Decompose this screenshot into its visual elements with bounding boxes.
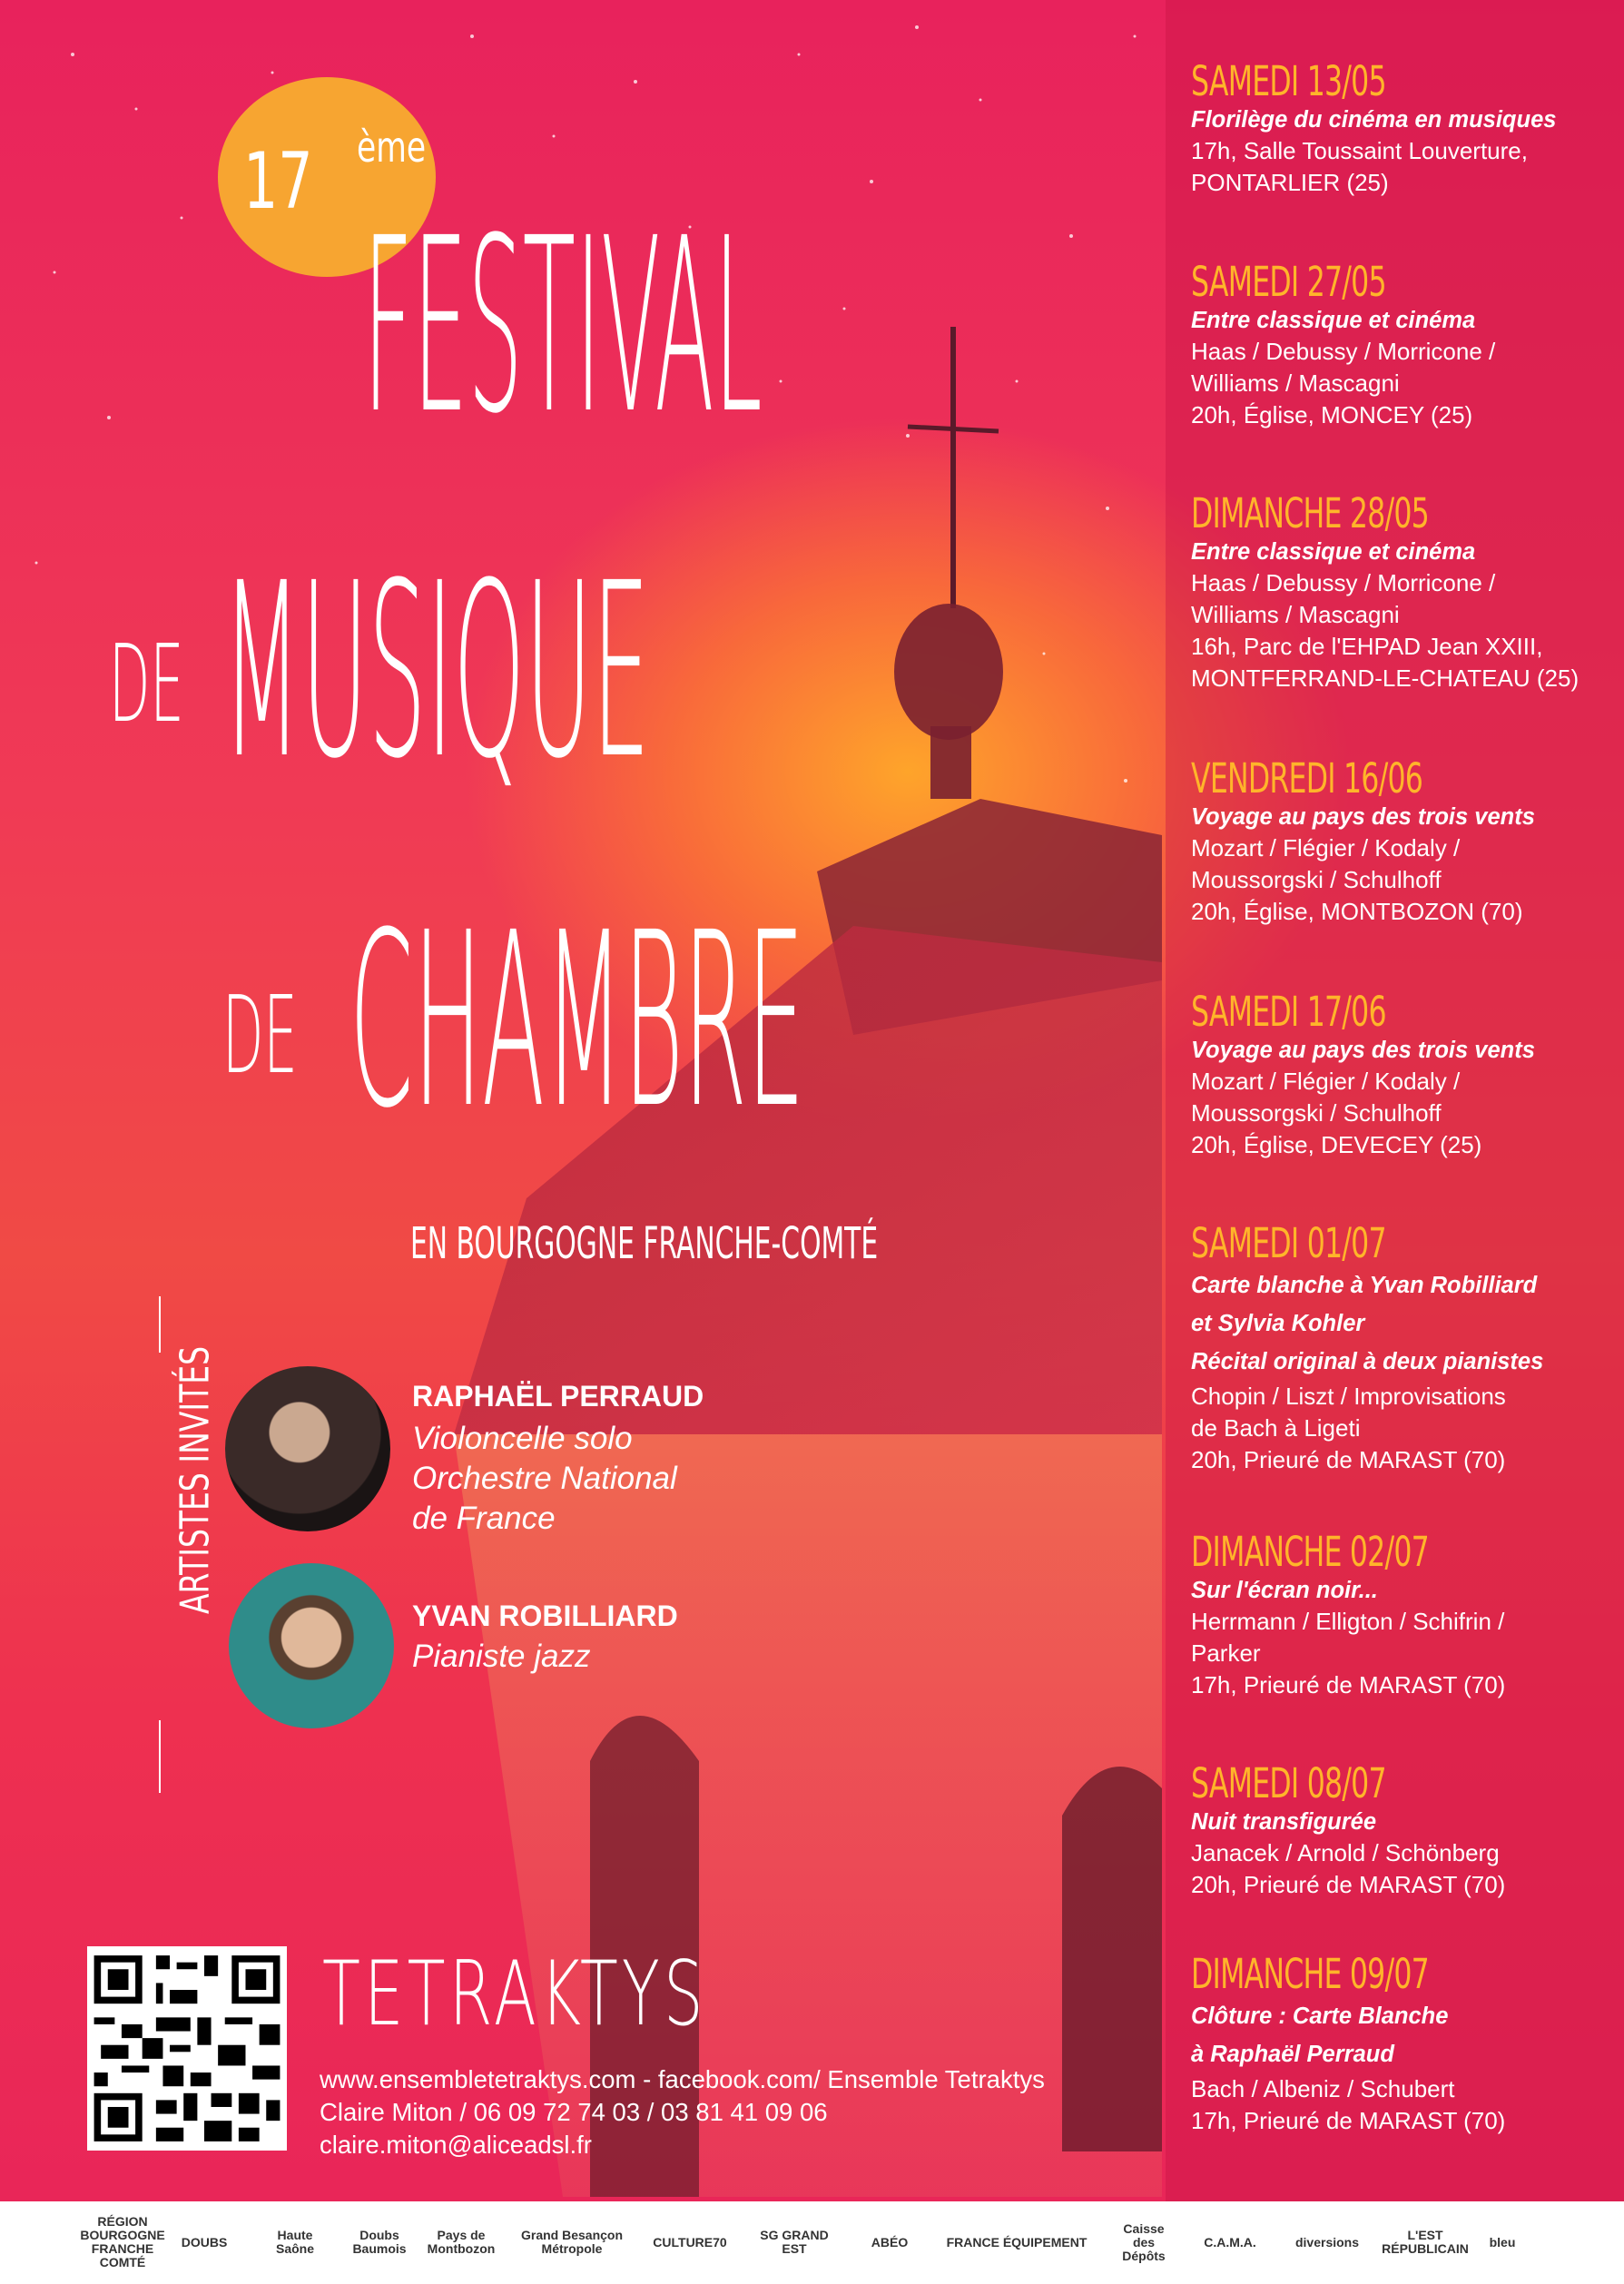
organizer-logo: TETRAKTYS [322, 1943, 707, 2046]
avatar-yvan-robilliard [229, 1563, 394, 1728]
sponsor-logo: Pays de Montbozon [427, 2228, 496, 2256]
event-detail: Moussorgski / Schulhoff [1191, 1099, 1442, 1127]
artist-role-1-line-3: de France [412, 1501, 556, 1536]
event-date: VENDREDI 16/06 [1191, 754, 1423, 802]
event-detail: PONTARLIER (25) [1191, 169, 1389, 196]
event-title: Clôture : Carte Blanche [1191, 2003, 1449, 2029]
schedule-column [1166, 0, 1624, 2201]
event-detail: 20h, Église, MONCEY (25) [1191, 401, 1473, 428]
sponsor-logo: Grand Besançon Métropole [520, 2228, 624, 2256]
event-title: Nuit transfigurée [1191, 1809, 1377, 1835]
event-detail: Parker [1191, 1639, 1261, 1667]
sponsor-logo: bleu [1489, 2234, 1516, 2250]
event-detail: MONTFERRAND-LE-CHATEAU (25) [1191, 665, 1580, 692]
event-detail: 20h, Prieuré de MARAST (70) [1191, 1871, 1506, 1898]
event-detail: Williams / Mascagni [1191, 601, 1400, 628]
event-date: SAMEDI 01/07 [1191, 1219, 1386, 1267]
schedule-event [1191, 1221, 1618, 1476]
event-title: Carte blanche à Yvan Robilliard [1191, 1273, 1538, 1298]
event-title: Voyage au pays des trois vents [1191, 804, 1535, 830]
event-title: et Sylvia Kohler [1191, 1311, 1365, 1336]
event-detail: Williams / Mascagni [1191, 369, 1400, 397]
artists-label: ARTISTES INVITÉS [172, 1345, 219, 1615]
title-chambre: CHAMBRE [349, 881, 805, 1161]
event-detail: 20h, Prieuré de MARAST (70) [1191, 1446, 1506, 1473]
event-detail: Haas / Debussy / Morricone / [1191, 569, 1496, 596]
event-date: SAMEDI 08/07 [1191, 1759, 1386, 1807]
sponsor-logo: ABÉO [871, 2234, 909, 2250]
event-detail: Chopin / Liszt / Improvisations [1191, 1383, 1506, 1410]
event-date: SAMEDI 27/05 [1191, 258, 1386, 306]
event-date: SAMEDI 13/05 [1191, 57, 1386, 105]
event-detail: 17h, Prieuré de MARAST (70) [1191, 1671, 1506, 1698]
schedule-event [1191, 1530, 1618, 1701]
artist-role-1 [412, 1419, 677, 1539]
sponsor-logo: Haute Saône [275, 2228, 314, 2256]
event-title: Entre classique et cinéma [1191, 539, 1476, 565]
event-detail: Herrmann / Elligton / Schifrin / [1191, 1608, 1505, 1635]
event-detail: Mozart / Flégier / Kodaly / [1191, 834, 1461, 861]
event-detail: 17h, Salle Toussaint Louverture, [1191, 137, 1528, 164]
sponsor-logo: L'EST RÉPUBLICAIN [1382, 2228, 1469, 2256]
sponsor-logo: diversions [1294, 2234, 1360, 2250]
schedule-event [1191, 491, 1618, 694]
event-date: DIMANCHE 28/05 [1191, 489, 1429, 537]
sponsor-logo: CULTURE70 [653, 2234, 727, 2250]
event-detail: Moussorgski / Schulhoff [1191, 866, 1442, 893]
event-detail: Janacek / Arnold / Schönberg [1191, 1839, 1500, 1866]
title-festival: FESTIVAL [363, 187, 763, 467]
event-detail: Haas / Debussy / Morricone / [1191, 338, 1496, 365]
sponsor-logo: Caisse des Dépôts [1122, 2220, 1166, 2263]
event-detail: 17h, Prieuré de MARAST (70) [1191, 2107, 1506, 2134]
organizer-phone: Claire Miton / 06 09 72 74 03 / 03 81 41 09 06 [320, 2098, 828, 2126]
schedule-event [1191, 1761, 1618, 1901]
event-detail: Bach / Albeniz / Schubert [1191, 2075, 1455, 2102]
event-title: Voyage au pays des trois vents [1191, 1038, 1535, 1063]
event-title: Sur l'écran noir... [1191, 1578, 1378, 1603]
event-title: à Raphaël Perraud [1191, 2042, 1394, 2067]
event-detail: Mozart / Flégier / Kodaly / [1191, 1068, 1461, 1095]
event-date: DIMANCHE 02/07 [1191, 1528, 1429, 1576]
artist-role-1-line-2: Orchestre National [412, 1461, 677, 1496]
artist-role-2-line-1: Pianiste jazz [412, 1639, 591, 1674]
artist-role-2 [412, 1637, 590, 1677]
edition-suffix: ème [357, 123, 427, 172]
event-title: Florilège du cinéma en musiques [1191, 107, 1557, 133]
schedule-event [1191, 260, 1618, 431]
title-de-2: DE [222, 972, 298, 1098]
artist-name-1: RAPHAËL PERRAUD [412, 1380, 704, 1413]
event-title: Récital original à deux pianistes [1191, 1349, 1544, 1374]
event-detail: de Bach à Ligeti [1191, 1414, 1361, 1442]
avatar-raphael-perraud [225, 1366, 390, 1531]
event-date: SAMEDI 17/06 [1191, 988, 1386, 1036]
sponsor-logo: Doubs Baumois [352, 2228, 407, 2256]
sponsor-logo: SG GRAND EST [760, 2228, 829, 2256]
edition-number: 17 [243, 136, 313, 227]
qr-code[interactable] [87, 1946, 287, 2151]
schedule-event [1191, 59, 1618, 199]
artists-divider-bottom [159, 1720, 161, 1793]
organizer-web[interactable]: www.ensembletetraktys.com - facebook.com/ Ensemble Tetraktys [320, 2065, 1045, 2093]
title-de-1: DE [109, 621, 184, 746]
artists-divider-top [159, 1296, 161, 1353]
event-detail: 20h, Église, MONTBOZON (70) [1191, 898, 1523, 925]
schedule-event [1191, 1952, 1618, 2137]
sponsor-logo: FRANCE ÉQUIPEMENT [946, 2234, 1088, 2250]
organizer-email[interactable]: claire.miton@aliceadsl.fr [320, 2131, 592, 2159]
schedule-event [1191, 756, 1618, 928]
sponsor-logo: C.A.M.A. [1204, 2234, 1256, 2250]
event-detail: 16h, Parc de l'EHPAD Jean XXIII, [1191, 633, 1543, 660]
subtitle-region: EN BOURGOGNE FRANCHE-COMTÉ [410, 1218, 879, 1269]
artist-role-1-line-1: Violoncelle solo [412, 1421, 633, 1456]
title-musique: MUSIQUE [222, 532, 650, 812]
event-date: DIMANCHE 09/07 [1191, 1950, 1429, 1998]
sponsor-logo: RÉGION BOURGOGNE FRANCHE COMTÉ [80, 2214, 165, 2269]
event-detail: 20h, Église, DEVECEY (25) [1191, 1131, 1482, 1158]
artist-name-2: YVAN ROBILLIARD [412, 1600, 678, 1632]
sponsor-logos-bar [0, 2201, 1624, 2284]
event-title: Entre classique et cinéma [1191, 308, 1476, 333]
sponsor-logo: DOUBS [181, 2234, 228, 2250]
schedule-event [1191, 989, 1618, 1161]
